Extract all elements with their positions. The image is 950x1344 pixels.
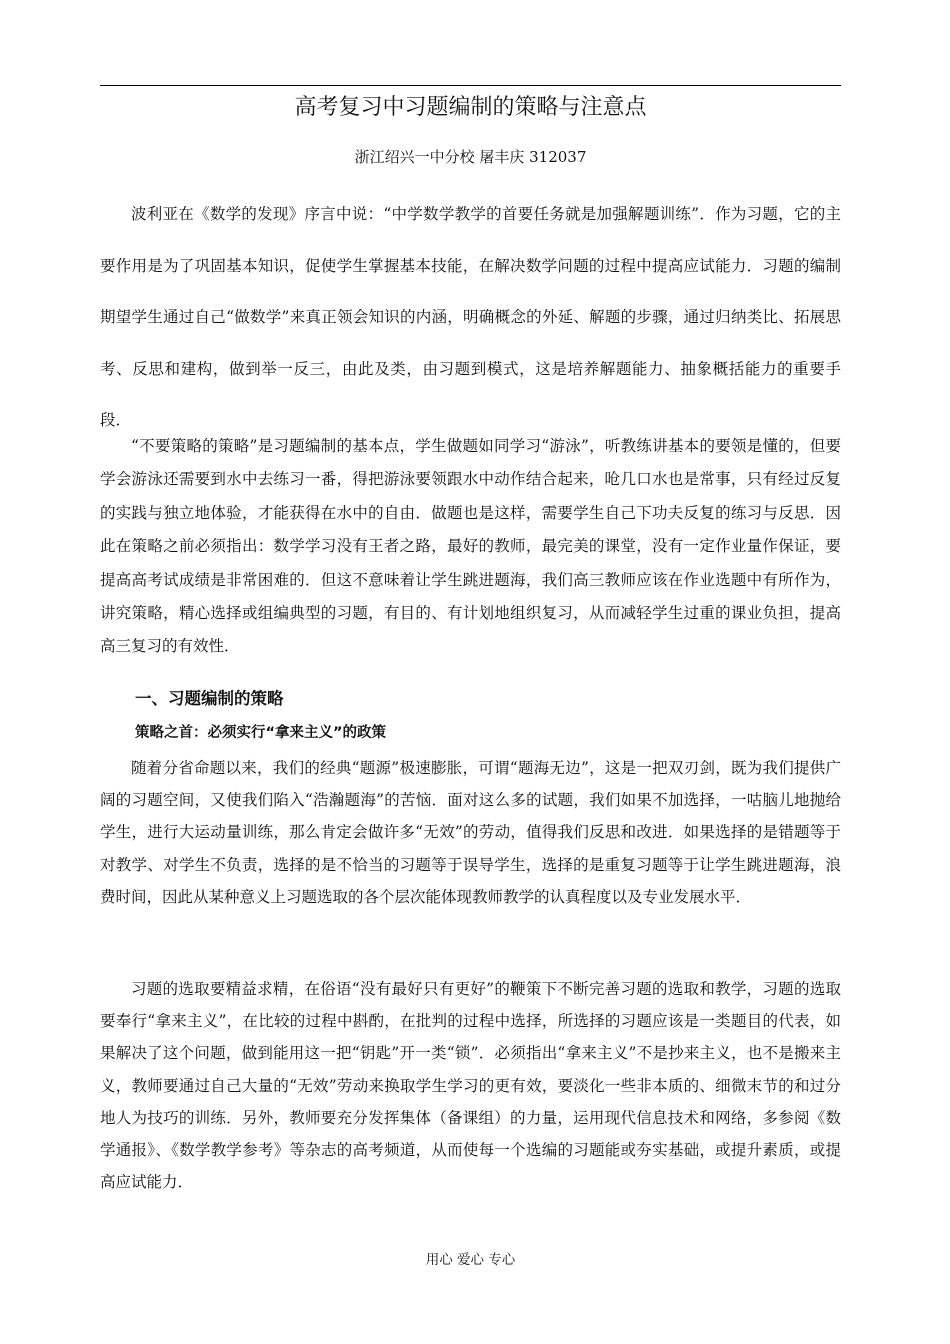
section-paragraph-1: 随着分省命题以来，我们的经典“题源”极速膨胀，可谓“题海无边”，这是一把双刃剑，既为我们提供广阔的习题空间，又使我们陷入“浩瀚题海”的苦恼．面对这么多的试题，我们如果不加选择，一咕脑儿地抛给学生，进行大运动量训练，那么肯定会做许多“无效”的劳动，值得我们反思和改进．如果选择的是错题等于对教学、对学生不负责，选择的是不恰当的习题等于误导学生，选择的是重复习题等于让学生跳进题海，浪费时间，因此从某种意义上习题选取的各个层次能体现教师教学的认真程度以及专业发展水平． bbox=[100, 759, 841, 906]
section-paragraph-2: 习题的选取要精益求精，在俗语“没有最好只有更好”的鞭策下不断完善习题的选取和教学，习题的选取要奉行“拿来主义”，在比较的过程中斟酌，在批判的过程中选择，所选择的习题应该是一类题目的代表，如果解决了这个问题，做到能用这一把“钥匙”开一类“锁”．必须指出“拿来主义”不是抄来主义，也不是搬来主义，教师要通过自己大量的“无效”劳动来换取学生学习的更有效，要淡化一些非本质的、细微末节的和过分地人为技巧的训练．另外，教师要充分发挥集体（备课组）的力量，运用现代信息技术和网络，多参阅《数学通报》、《数学教学参考》等杂志的高考频道，从而使每一个选编的习题能或夯实基础，或提升素质，或提高应试能力． bbox=[100, 980, 841, 1192]
section-heading: 一、习题编制的策略 bbox=[135, 689, 284, 708]
subsection-heading: 策略之首：必须实行“拿来主义”的政策 bbox=[135, 725, 387, 741]
intro-paragraph-1: 波利亚在《数学的发现》序言中说：“中学数学教学的首要任务就是加强解题训练”．作为习题，它的主要作用是为了巩固基本知识，促使学生掌握基本技能，在解决数学问题的过程中提高应试能力．习题的编制期望学生通过自己“做数学”来真正领会知识的内涵，明确概念的外延、解题的步骤，通过归纳类比、拓展思考、反思和建构，做到举一反三，由此及类，由习题到模式，这是培养解题能力、抽象概括能力的重要手段． bbox=[100, 205, 841, 429]
header-rule bbox=[100, 85, 841, 86]
page-title: 高考复习中习题编制的策略与注意点 bbox=[294, 95, 647, 120]
page-footer: 用心 爱心 专心 bbox=[425, 1252, 516, 1268]
author-line: 浙江绍兴一中分校 屠丰庆 312037 bbox=[354, 148, 587, 166]
intro-paragraph-2: “不要策略的策略”是习题编制的基本点，学生做题如同学习“游泳”，听教练讲基本的要领是懂的，但要学会游泳还需要到水中去练习一番，得把游泳要领跟水中动作结合起来，呛几口水也是常事，只有经过反复的实践与独立地体验，才能获得在水中的自由．做题也是这样，需要学生自己下功夫反复的练习与反思．因此在策略之前必须指出：数学学习没有王者之路，最好的教师，最完美的课堂，没有一定作业量作保证，要提高高考试成绩是非常困难的．但这不意味着让学生跳进题海，我们高三教师应该在作业选题中有所作为，讲究策略，精心选择或组编典型的习题，有目的、有计划地组织复习，从而减轻学生过重的课业负担，提高高三复习的有效性． bbox=[100, 437, 841, 656]
